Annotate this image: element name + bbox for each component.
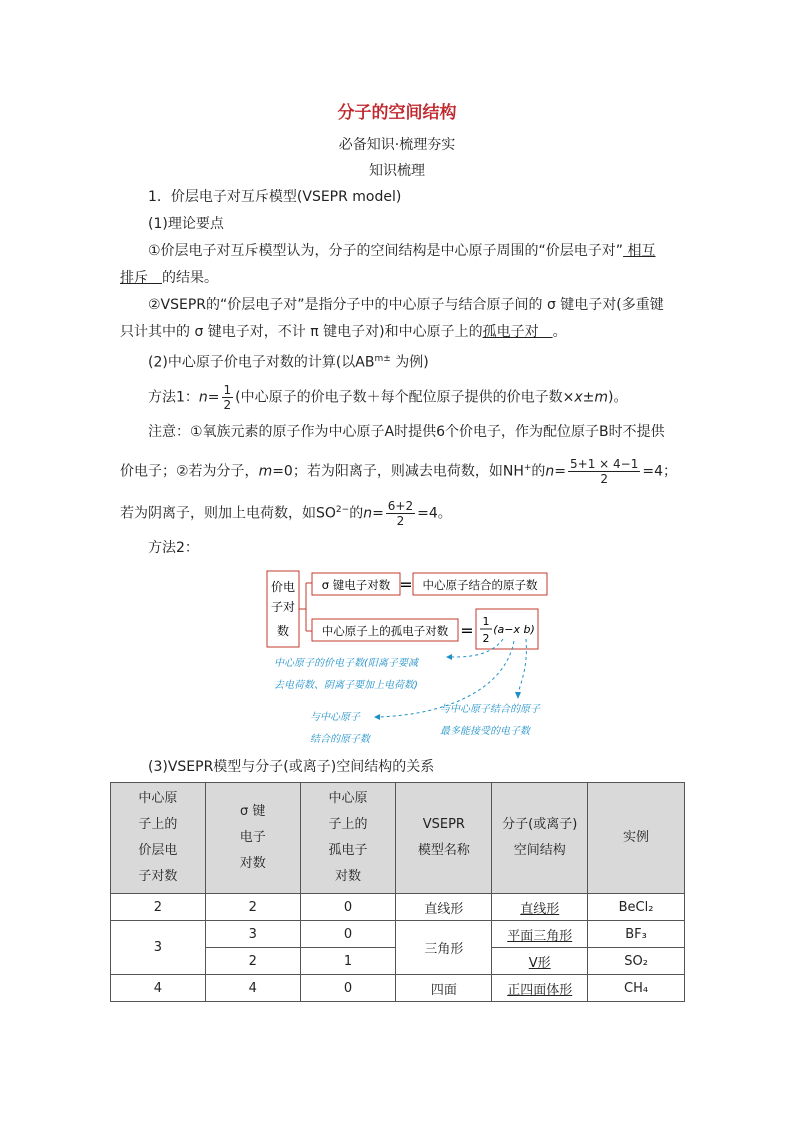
table-header-row xyxy=(111,783,685,894)
heading-vsepr: 1．价层电子对互斥模型(VSEPR model) xyxy=(148,189,402,205)
cell-lone: 0 xyxy=(300,975,396,1002)
answer-blank: V形 xyxy=(528,955,551,971)
lone-equals: = xyxy=(460,621,474,640)
page-title: 分子的空间结构 xyxy=(337,103,457,123)
text: =4。 xyxy=(417,505,452,522)
header-lone-pairs xyxy=(300,783,396,894)
note-line-1: 注意：①氧族元素的原子作为中心原子A时提供6个价电子，作为配位原子B时不提供 xyxy=(148,424,665,440)
cell-model: 三角形 xyxy=(396,921,492,975)
left-box-line-2: 子对 xyxy=(270,600,296,614)
header-line: 实例 xyxy=(623,830,650,845)
charge-superscript: + xyxy=(523,463,532,473)
denominator: 2 xyxy=(600,472,608,487)
header-line: 电子 xyxy=(239,830,266,845)
text: 的结果。 xyxy=(162,270,218,286)
text: (2)中心原子价电子对数的计算(以AB xyxy=(148,354,375,371)
plus-minus: ± xyxy=(582,389,595,406)
paragraph-theory-b: ②VSEPR的“价层电子对”是指分子中的中心原子与结合原子间的 σ 键电子对(多重键 xyxy=(148,297,664,313)
note-line-2: 价电子；②若为分子，m=0；若为阳离子，则减去电荷数，如NH+的n= $\frac{5+1 \times 4-1}{2}$ =4； xyxy=(120,457,677,487)
method-2-label: 方法2： xyxy=(148,540,199,556)
answer-blank: 直线形 xyxy=(520,901,560,917)
header-line: 价层电 xyxy=(138,843,178,858)
variable-x: x xyxy=(574,389,583,406)
note-a-line-2: 去电荷数、阴离子要加上电荷数) xyxy=(274,680,418,691)
cell-shape xyxy=(492,975,588,1002)
numerator: 1 xyxy=(223,383,232,397)
cell-total: 2 xyxy=(111,894,206,921)
vsepr-table xyxy=(110,782,685,1002)
answer-blank: 孤电子对 xyxy=(482,324,553,340)
header-line: 对数 xyxy=(239,856,266,871)
answer-blank: 排斥 xyxy=(120,270,162,286)
header-line: 子上的 xyxy=(328,817,368,832)
table-row xyxy=(111,921,685,948)
header-vsepr-model xyxy=(396,783,492,894)
header-line: 中心原 xyxy=(138,791,178,806)
cell-lone: 0 xyxy=(300,894,396,921)
charge-superscript: 2− xyxy=(335,505,350,515)
cell-lone: 0 xyxy=(300,921,396,948)
answer-blank: 正四面体形 xyxy=(507,982,573,998)
numerator: 5+1 × 4−1 xyxy=(570,457,639,472)
text: 价电子；②若为分子， xyxy=(120,463,259,480)
variable-m: m xyxy=(594,389,609,406)
text: 的 xyxy=(349,505,364,522)
cell-model: 四面 xyxy=(396,975,492,1002)
variable-n: n xyxy=(545,463,555,480)
lone-label: 中心原子上的孤电子对数 xyxy=(321,624,449,638)
sigma-result: 中心原子结合的原子数 xyxy=(422,578,538,592)
heading-relationship: (3)VSEPR模型与分子(或离子)空间结构的关系 xyxy=(148,759,435,775)
cell-lone: 1 xyxy=(300,948,396,975)
text: 。 xyxy=(552,324,567,340)
note-a-line-1: 中心原子的价电子数(阳离子要减 xyxy=(274,658,418,669)
label: 方法1： xyxy=(148,389,199,406)
header-line: 中心原 xyxy=(328,791,368,806)
text: 若为阴离子，则加上电荷数，如SO xyxy=(120,505,336,522)
cell-sigma: 4 xyxy=(205,975,300,1002)
cell-example: SO₂ xyxy=(588,948,685,975)
answer-blank: 相互 xyxy=(623,243,656,259)
sigma-label: σ 键电子对数 xyxy=(321,578,391,592)
cell-example: BF₃ xyxy=(588,921,685,948)
heading-theory: (1)理论要点 xyxy=(148,216,224,232)
cell-sigma: 3 xyxy=(205,921,300,948)
cell-sigma: 2 xyxy=(205,948,300,975)
table-row xyxy=(111,975,685,1002)
header-line: σ 键 xyxy=(240,804,266,819)
cell-total: 4 xyxy=(111,975,206,1002)
charge-superscript: m± xyxy=(374,354,391,364)
fraction xyxy=(568,457,640,486)
method-1 xyxy=(148,383,628,412)
header-line: 分子(或离子) xyxy=(502,817,578,832)
paragraph-theory-a xyxy=(148,241,656,261)
paragraph-theory-b-cont xyxy=(120,322,567,342)
text: 只计其中的 σ 键电子对，不计 π 键电子对)和中心原子上的 xyxy=(120,324,483,340)
variable-n: n= xyxy=(198,389,220,406)
header-sigma-pairs xyxy=(205,783,300,894)
variable-m: m xyxy=(258,463,273,480)
subsection-heading: 知识梳理 xyxy=(369,163,425,179)
header-line: 空间结构 xyxy=(513,843,566,858)
note-b-line-2: 最多能接受的电子数 xyxy=(440,726,530,737)
fraction xyxy=(386,499,415,528)
note-b-line-1: 与中心原子结合的原子 xyxy=(440,704,540,715)
text: =4； xyxy=(642,463,677,480)
formula-body: (a−x b) xyxy=(493,623,535,636)
formula-denominator: 2 xyxy=(482,632,490,645)
left-box-line-1: 价电 xyxy=(270,580,296,594)
header-line: 孤电子 xyxy=(328,843,368,858)
cell-model: 直线形 xyxy=(396,894,492,921)
cell-sigma: 2 xyxy=(205,894,300,921)
sigma-equals: = xyxy=(399,575,413,594)
header-line: 模型名称 xyxy=(417,843,470,858)
note-x-line-2: 结合的原子数 xyxy=(310,734,370,745)
cell-example: BeCl₂ xyxy=(588,894,685,921)
text: )。 xyxy=(608,389,628,406)
numerator: 6+2 xyxy=(387,499,414,514)
header-example xyxy=(588,783,685,894)
header-line: VSEPR xyxy=(422,817,465,832)
heading-calculation xyxy=(148,349,429,373)
table-row xyxy=(111,894,685,921)
header-total-pairs xyxy=(111,783,206,894)
variable-n: n xyxy=(363,505,373,522)
note-x-line-1: 与中心原子 xyxy=(310,712,360,723)
header-line: 子对数 xyxy=(138,869,178,884)
cell-shape xyxy=(492,921,588,948)
denominator: 2 xyxy=(396,514,405,529)
text: (中心原子的价电子数＋每个配位原子提供的价电子数× xyxy=(235,389,575,406)
cell-total: 3 xyxy=(111,921,206,975)
text: 的 xyxy=(531,463,546,480)
header-line: 子上的 xyxy=(138,817,178,832)
text: =0；若为阳离子，则减去电荷数，如NH xyxy=(272,463,524,480)
section-heading: 必备知识·梳理夯实 xyxy=(338,137,456,153)
header-line: 对数 xyxy=(335,869,362,884)
cell-shape xyxy=(492,894,588,921)
formula-numerator: 1 xyxy=(482,615,490,628)
note-line-3: 若为阴离子，则加上电荷数，如$SO^{2-}$的n= $\frac{6+2}{2}$ =4。 xyxy=(120,499,452,529)
paragraph-theory-a-cont xyxy=(120,268,218,288)
text: ①价层电子对互斥模型认为，分子的空间结构是中心原子周围的“价层电子对” xyxy=(148,243,624,259)
left-box-line-3: 数 xyxy=(276,624,290,638)
answer-blank: 平面三角形 xyxy=(507,928,573,944)
cell-example: CH₄ xyxy=(588,975,685,1002)
header-spatial-structure xyxy=(492,783,588,894)
fraction xyxy=(222,383,234,412)
cell-shape xyxy=(492,948,588,975)
text: 为例) xyxy=(395,354,429,371)
denominator: 2 xyxy=(223,398,232,412)
